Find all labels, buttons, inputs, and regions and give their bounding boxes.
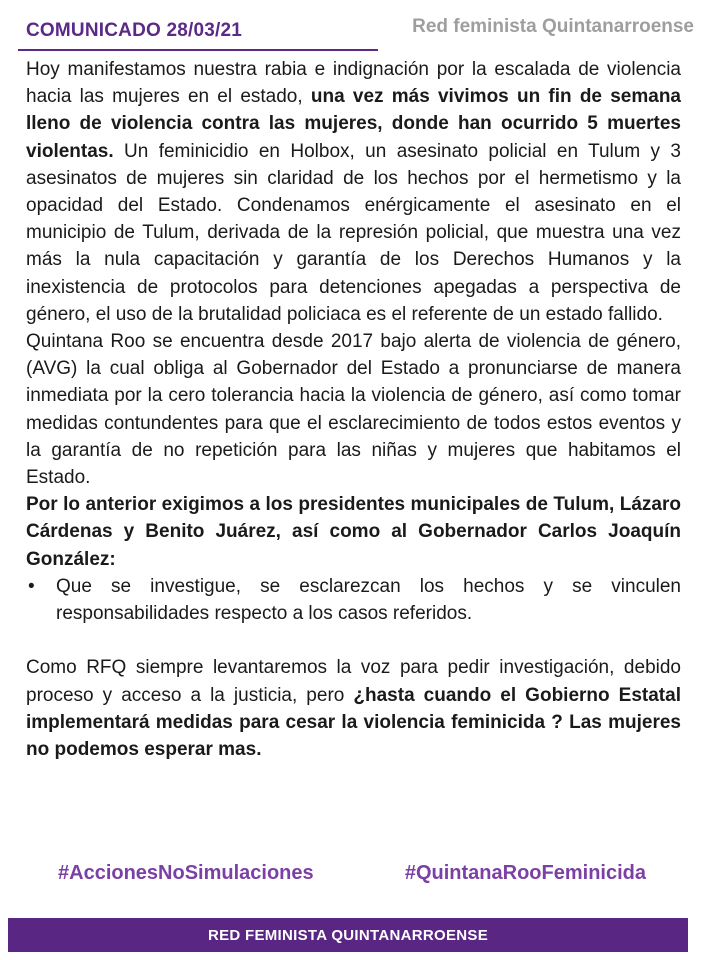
footer-banner (8, 918, 688, 952)
hashtag-acciones: #AccionesNoSimulaciones (58, 862, 314, 884)
communique-title: COMUNICADO 28/03/21 (26, 20, 243, 41)
bullet-icon: • (28, 575, 35, 597)
paragraph-demands (26, 491, 681, 573)
paragraph-gender-alert: Quintana Roo se encuentra desde 2017 bajo alerta de violencia de género, (AVG) la cual obliga al Gobernador del Estado a pronunciarse de manera inmediata por la cero tolerancia hacia la violencia de género, así como tomar medidas contundentes para que el esclarecimiento de todos estos eventos y la garantía de no repetición para las niñas y mujeres que habitamos el Estado. (26, 331, 681, 489)
demands-list (26, 573, 681, 627)
paragraph-violence-statement (26, 56, 681, 328)
footer-label: RED FEMINISTA QUINTANARROENSE (207, 926, 489, 944)
paragraph-4-intro: Como RFQ siempre levantaremos la voz para pedir investigación, debido proceso y acceso a la justicia, pero (26, 657, 681, 706)
paragraph-1-emphasis: una vez más vivimos un fin de semana lleno de violencia contra las mujeres, donde han ocurrido 5 muertes violentas. (26, 86, 681, 162)
demand-text: Que se investigue, se esclarezcan los hechos y se vinculen responsabilidades respecto a los casos referidos. (56, 575, 681, 625)
paragraph-3-emphasis: Por lo anterior exigimos a los presidentes municipales de Tulum, Lázaro Cárdenas y Benito Juárez, así como al Gobernador Carlos Joaquín González: (26, 494, 681, 570)
communique-body (26, 56, 681, 763)
paragraph-1-intro: Hoy manifestamos nuestra rabia e indignación por la escalada de violencia hacia las mujeres en el estado, (26, 59, 681, 108)
paragraph-1-details: Un feminicidio en Holbox, un asesinato policial en Tulum y 3 asesinatos de mujeres sin claridad de los hechos por el hermetismo y la opacidad del Estado. Condenamos enérgicamente el asesinato en el municipio de Tulum, derivada de la represión policial, que muestra una vez más la nula capacitación y garantía de los Derechos Humanos y la inexistencia de protocolos para detenciones apegadas a perspectiva de género, el uso de la brutalidad policiaca es el referente de un estado fallido. (26, 140, 681, 325)
organization-name: Red feminista Quintanarroense (412, 16, 694, 37)
header-divider (18, 49, 378, 51)
list-item (26, 573, 681, 627)
paragraph-closing (26, 654, 681, 763)
paragraph-spacer (26, 627, 681, 654)
hashtags-row (0, 862, 702, 892)
hashtag-quintana-roo: #QuintanaRooFeminicida (404, 862, 646, 884)
header (0, 0, 702, 56)
paragraph-4-emphasis: ¿hasta cuando el Gobierno Estatal implementará medidas para cesar la violencia feminicida ? Las mujeres no podemos esperar mas. (26, 684, 681, 761)
